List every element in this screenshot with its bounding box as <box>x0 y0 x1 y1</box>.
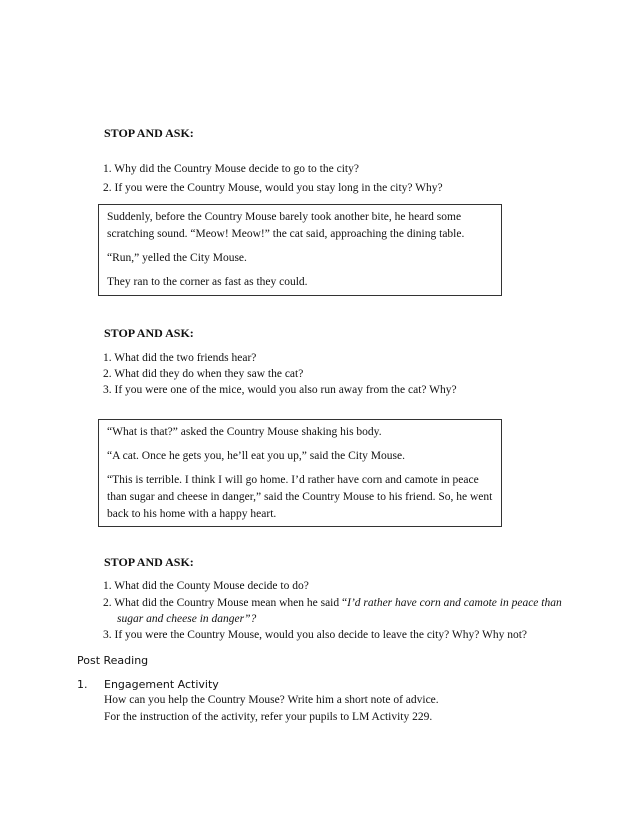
question-2-2: 2. What did they do when they saw the cat? <box>103 368 304 380</box>
question-1-2: 2. If you were the Country Mouse, would you stay long in the city? Why? <box>103 182 443 194</box>
story-box-1-line-2: scratching sound. “Meow! Meow!” the cat said, approaching the dining table. <box>107 228 465 240</box>
story-box-2 <box>98 419 502 527</box>
engagement-activity-line-2: For the instruction of the activity, refer your pupils to LM Activity 229. <box>104 711 433 723</box>
story-box-1 <box>98 204 502 296</box>
question-3-1: 1. What did the County Mouse decide to do? <box>103 580 309 592</box>
question-3-3: 3. If you were the Country Mouse, would you also decide to leave the city? Why? Why not? <box>103 629 528 641</box>
story-box-1-line-3: “Run,” yelled the City Mouse. <box>107 252 247 264</box>
question-3-2-quote: I’d rather have corn and camote in peace than <box>347 597 562 609</box>
question-3-2 <box>103 597 562 609</box>
question-1-1: 1. Why did the Country Mouse decide to go to the city? <box>103 163 359 175</box>
story-box-2-line-3: “This is terrible. I think I will go home. I’d rather have corn and camote in peace <box>107 474 479 486</box>
stop-and-ask-heading-2: STOP AND ASK: <box>104 326 194 340</box>
story-box-2-line-1: “What is that?” asked the Country Mouse shaking his body. <box>107 426 382 438</box>
question-3-2-continued <box>117 613 256 625</box>
engagement-activity-line-1: How can you help the Country Mouse? Write him a short note of advice. <box>104 694 439 706</box>
question-2-3: 3. If you were one of the mice, would you also run away from the cat? Why? <box>103 384 457 396</box>
question-3-2-quote-end: sugar and cheese in danger”? <box>117 613 257 625</box>
question-2-1: 1. What did the two friends hear? <box>103 352 257 364</box>
story-box-2-line-4: than sugar and cheese in danger,” said the Country Mouse to his friend. So, he went <box>107 491 493 503</box>
post-reading-title: Post Reading <box>77 654 149 667</box>
stop-and-ask-heading-1: STOP AND ASK: <box>104 126 194 140</box>
engagement-activity-title: Engagement Activity <box>104 678 219 691</box>
story-box-1-line-4: They ran to the corner as fast as they could. <box>107 276 308 288</box>
stop-and-ask-heading-3: STOP AND ASK: <box>104 555 194 569</box>
question-3-2-prefix: 2. What did the Country Mouse mean when he said “ <box>103 597 348 609</box>
story-box-1-line-1: Suddenly, before the Country Mouse barely took another bite, he heard some <box>107 211 462 223</box>
story-box-2-line-5: back to his home with a happy heart. <box>107 508 277 520</box>
story-box-2-line-2: “A cat. Once he gets you, he’ll eat you up,” said the City Mouse. <box>107 450 405 462</box>
post-reading-item-number: 1. <box>77 678 88 691</box>
